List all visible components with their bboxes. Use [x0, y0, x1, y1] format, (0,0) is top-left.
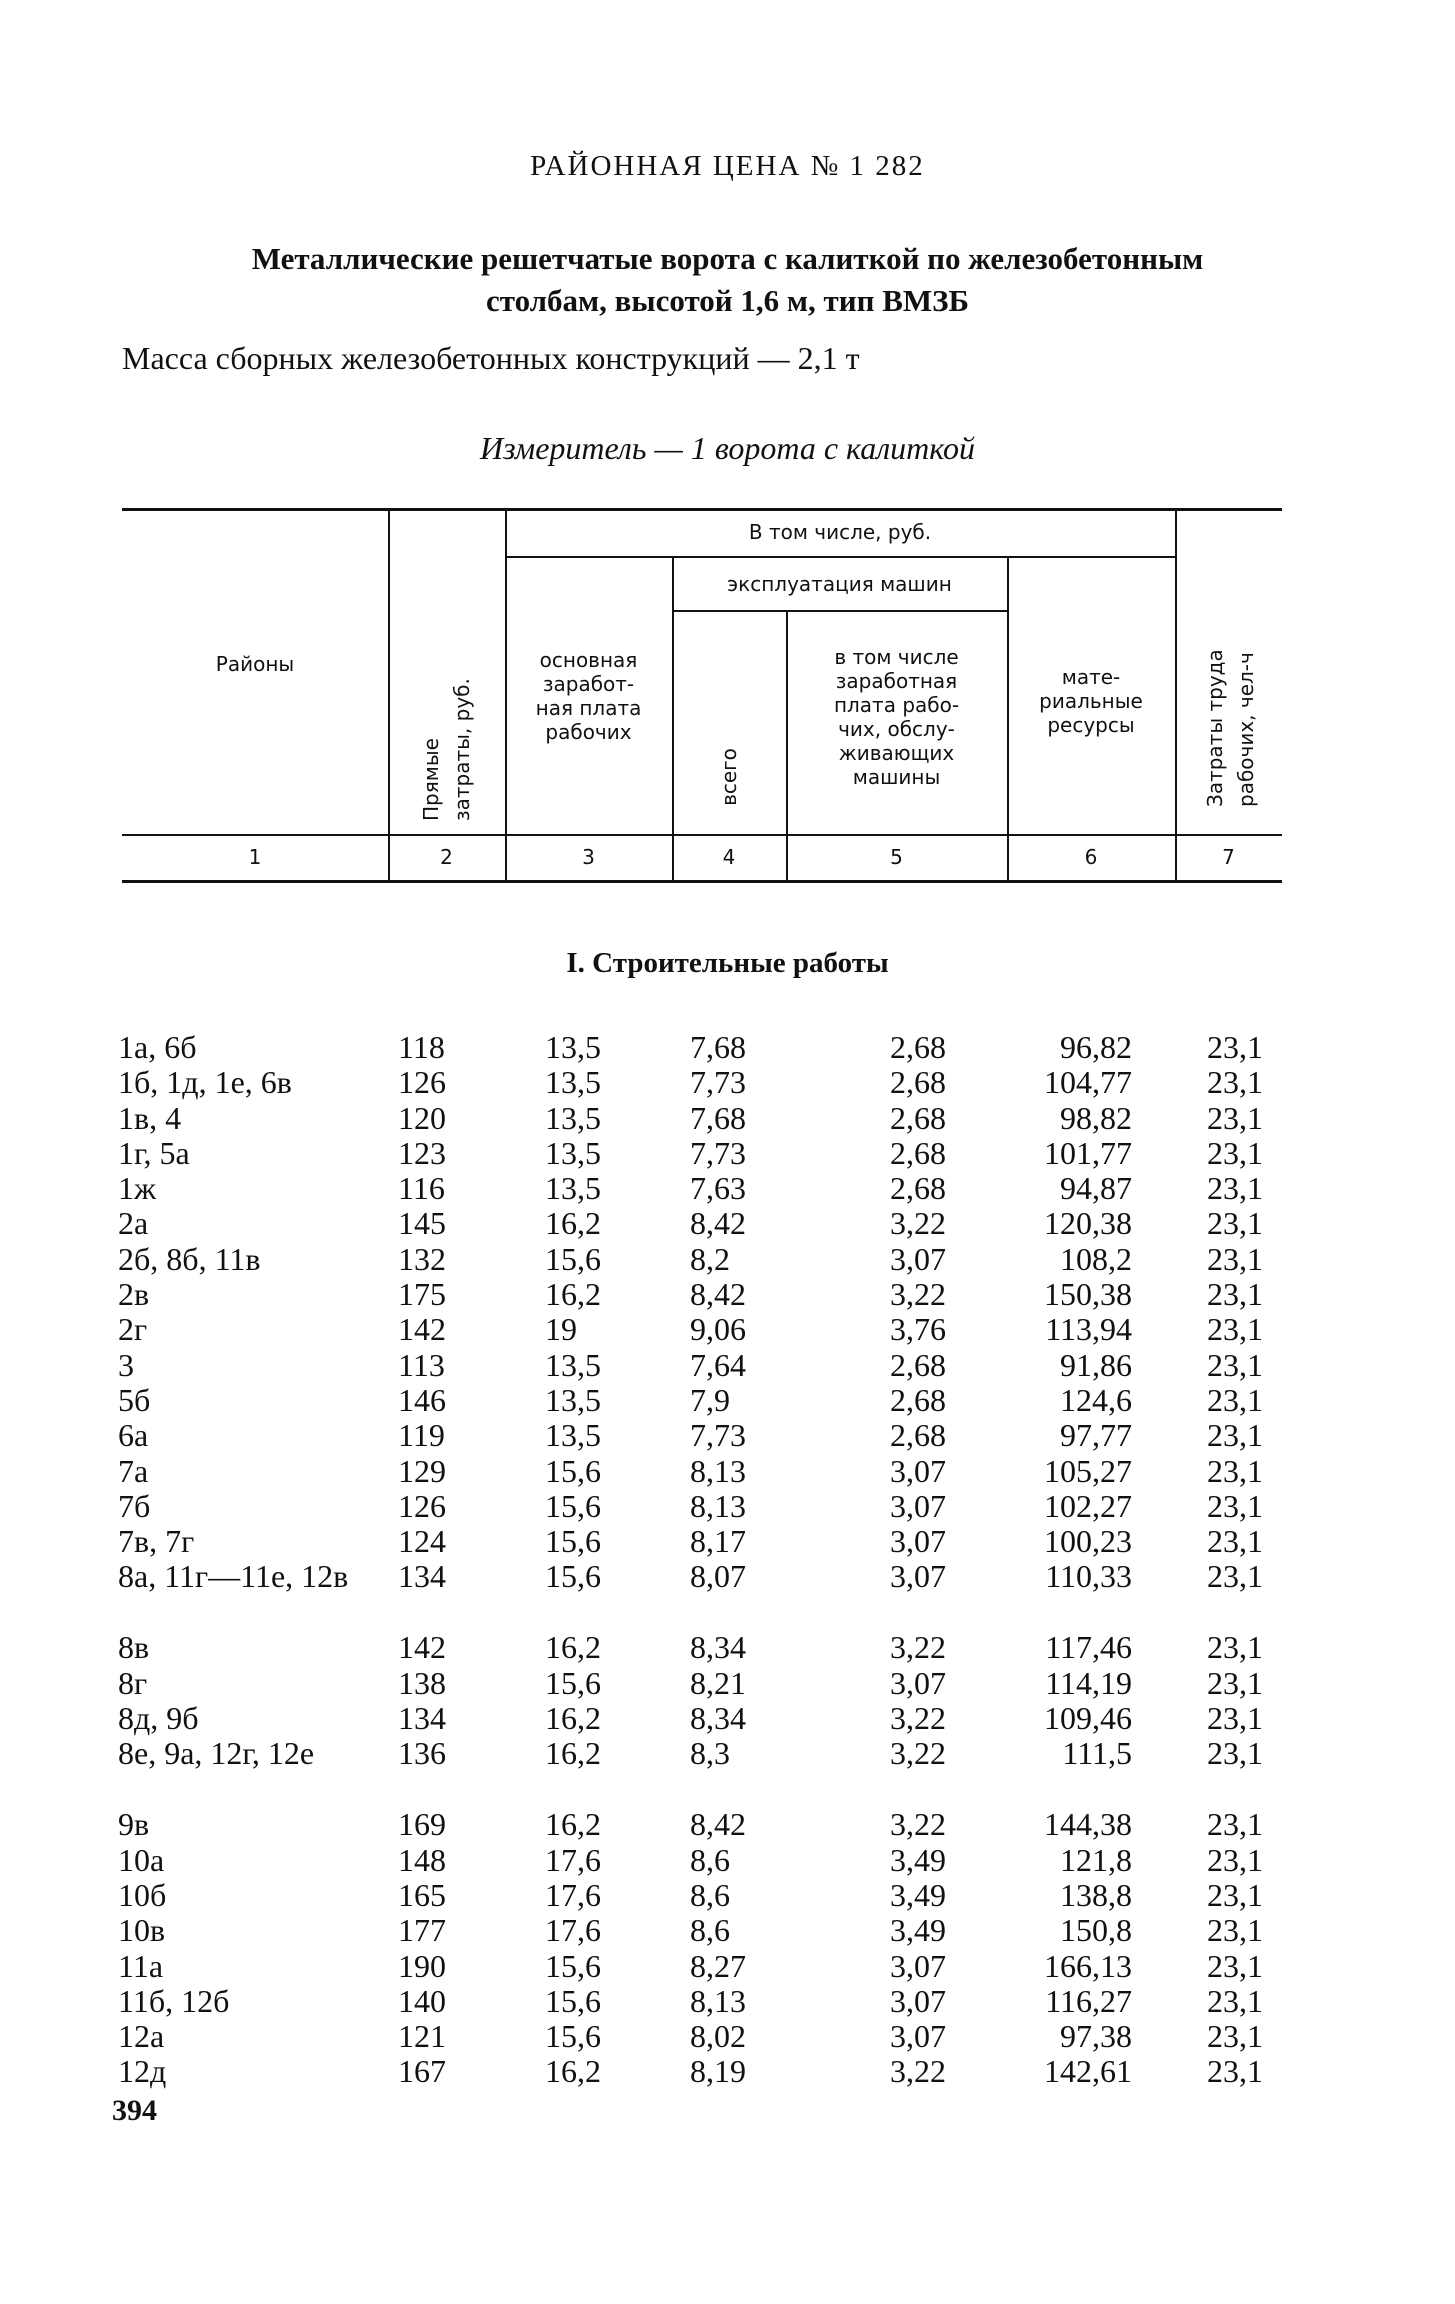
- base-wages-cell: 16,2: [545, 1735, 601, 1772]
- column-number-5: 5: [890, 845, 903, 869]
- region-cell: 6а: [118, 1417, 149, 1454]
- labor-cell: 23,1: [1207, 1346, 1263, 1383]
- labor-cell: 23,1: [1207, 1523, 1263, 1560]
- direct-costs-cell: 134: [398, 1558, 446, 1595]
- column-number-7: 7: [1222, 845, 1235, 869]
- machine-wages-cell: 3,22: [890, 1276, 946, 1313]
- machines-total-cell: 8,3: [690, 1735, 730, 1772]
- region-cell: 1а, 6б: [118, 1029, 197, 1065]
- base-wages-cell: 13,5: [545, 1346, 601, 1383]
- materials-cell: 138,8: [1060, 1876, 1132, 1913]
- direct-costs-cell: 145: [398, 1205, 446, 1242]
- header-machines-total: всего: [717, 748, 741, 806]
- table-row: [0, 1984, 1455, 2019]
- base-wages-cell: 19: [545, 1311, 577, 1348]
- machines-total-cell: 8,27: [690, 1947, 746, 1984]
- header-regions: Районы: [215, 652, 295, 676]
- machine-wages-cell: 3,22: [890, 1700, 946, 1737]
- machine-wages-cell: 3,07: [890, 2018, 946, 2055]
- region-cell: 1г, 5а: [118, 1134, 190, 1171]
- base-wages-cell: 16,2: [545, 1700, 601, 1737]
- direct-costs-cell: 148: [398, 1841, 446, 1878]
- table-row: [0, 1454, 1455, 1489]
- machine-wages-cell: 3,07: [890, 1452, 946, 1489]
- direct-costs-cell: 132: [398, 1240, 446, 1277]
- labor-cell: 23,1: [1207, 1276, 1263, 1313]
- base-wages-cell: 17,6: [545, 1841, 601, 1878]
- table-row: [0, 1736, 1455, 1807]
- machines-total-cell: 8,19: [690, 2053, 746, 2090]
- column-number-6: 6: [1084, 845, 1098, 869]
- base-wages-cell: 15,6: [545, 1947, 601, 1984]
- machines-total-cell: 8,34: [690, 1700, 746, 1737]
- labor-cell: 23,1: [1207, 1205, 1263, 1242]
- materials-cell: 150,8: [1060, 1912, 1132, 1949]
- materials-cell: 142,61: [1044, 2053, 1132, 2090]
- materials-cell: 110,33: [1045, 1558, 1132, 1595]
- labor-cell: 23,1: [1207, 1170, 1263, 1207]
- column-number-1: 1: [248, 845, 262, 869]
- direct-costs-cell: 124: [398, 1523, 446, 1560]
- machine-wages-cell: 2,68: [890, 1099, 946, 1136]
- region-cell: 10б: [118, 1876, 167, 1913]
- region-cell: 1ж: [118, 1170, 157, 1207]
- base-wages-cell: 16,2: [545, 1629, 601, 1666]
- base-wages-cell: 13,5: [545, 1170, 601, 1207]
- direct-costs-cell: 177: [398, 1912, 446, 1949]
- direct-costs-cell: 123: [398, 1134, 446, 1171]
- table-row: [0, 1348, 1455, 1383]
- machine-wages-cell: 3,22: [890, 1629, 946, 1666]
- labor-cell: 23,1: [1207, 1417, 1263, 1454]
- materials-cell: 100,23: [1044, 1523, 1132, 1560]
- base-wages-cell: 13,5: [545, 1099, 601, 1136]
- labor-cell: 23,1: [1207, 1311, 1263, 1348]
- machine-wages-cell: 3,22: [890, 1205, 946, 1242]
- machine-wages-cell: 3,07: [890, 1947, 946, 1984]
- labor-cell: 23,1: [1207, 1735, 1263, 1772]
- direct-costs-cell: 126: [398, 1487, 446, 1524]
- base-wages-cell: 16,2: [545, 1806, 601, 1843]
- direct-costs-cell: 136: [398, 1735, 446, 1772]
- title-line-2: столбам, высотой 1,6 м, тип ВМЗБ: [485, 283, 969, 318]
- materials-cell: 113,94: [1045, 1311, 1132, 1348]
- machine-wages-cell: 2,68: [890, 1381, 946, 1418]
- direct-costs-cell: 116: [398, 1170, 445, 1207]
- region-cell: 10в: [118, 1912, 166, 1949]
- machines-total-cell: 9,06: [690, 1311, 746, 1348]
- direct-costs-cell: 142: [398, 1629, 446, 1666]
- base-wages-cell: 16,2: [545, 1276, 601, 1313]
- direct-costs-cell: 140: [398, 1982, 446, 2019]
- region-cell: 2г: [118, 1311, 148, 1348]
- region-cell: 1б, 1д, 1е, 6в: [118, 1064, 292, 1101]
- labor-cell: 23,1: [1207, 1381, 1263, 1418]
- table-row: [0, 1418, 1455, 1453]
- title-line-1: Металлические решетчатые ворота с калиткой по железобетонным: [251, 241, 1204, 276]
- materials-cell: 166,13: [1044, 1947, 1132, 1984]
- labor-cell: 23,1: [1207, 1134, 1263, 1171]
- region-cell: 1в, 4: [118, 1099, 182, 1136]
- machines-total-cell: 8,17: [690, 1523, 746, 1560]
- region-cell: 12д: [118, 2053, 167, 2090]
- labor-cell: 23,1: [1207, 1700, 1263, 1737]
- table-row: [0, 1949, 1455, 1984]
- materials-cell: 150,38: [1044, 1276, 1132, 1313]
- labor-cell: 23,1: [1207, 1064, 1263, 1101]
- labor-cell: 23,1: [1207, 1629, 1263, 1666]
- table-row: [0, 1101, 1455, 1136]
- materials-cell: 98,82: [1060, 1099, 1132, 1136]
- machines-total-cell: 7,63: [690, 1170, 746, 1207]
- labor-cell: 23,1: [1207, 2018, 1263, 2055]
- base-wages-cell: 13,5: [545, 1134, 601, 1171]
- machines-total-cell: 8,6: [690, 1876, 730, 1913]
- region-cell: 8д, 9б: [118, 1700, 199, 1737]
- header-machine-wages: в том числе заработная плата рабо- чих, обслу- живающих машины: [833, 645, 960, 789]
- machine-wages-cell: 2,68: [890, 1134, 946, 1171]
- column-number-3: 3: [582, 845, 595, 869]
- machine-wages-cell: 3,07: [890, 1664, 946, 1701]
- machines-total-cell: 8,13: [690, 1487, 746, 1524]
- machines-total-cell: 8,6: [690, 1912, 730, 1949]
- base-wages-cell: 16,2: [545, 1205, 601, 1242]
- region-cell: 7а: [118, 1452, 149, 1489]
- table-row: [0, 1065, 1455, 1100]
- region-cell: 2б, 8б, 11в: [118, 1240, 261, 1277]
- region-cell: 7б: [118, 1487, 151, 1524]
- header-materials: мате- риальные ресурсы: [1039, 665, 1143, 737]
- labor-cell: 23,1: [1207, 1664, 1263, 1701]
- machines-total-cell: 8,42: [690, 1205, 746, 1242]
- region-cell: 11б, 12б: [118, 1982, 230, 2019]
- header-labor: Затраты труда рабочих, чел-ч: [1203, 649, 1258, 807]
- machine-wages-cell: 2,68: [890, 1417, 946, 1454]
- machine-wages-cell: 3,22: [890, 1735, 946, 1772]
- base-wages-cell: 15,6: [545, 1664, 601, 1701]
- materials-cell: 124,6: [1060, 1381, 1132, 1418]
- base-wages-cell: 15,6: [545, 2018, 601, 2055]
- labor-cell: 23,1: [1207, 1029, 1263, 1065]
- column-number-2: 2: [440, 845, 453, 869]
- table-row: [0, 1913, 1455, 1948]
- region-cell: 10а: [118, 1841, 165, 1878]
- header-direct-costs: Прямые затраты, руб.: [419, 678, 474, 821]
- machines-total-cell: 7,73: [690, 1417, 746, 1454]
- labor-cell: 23,1: [1207, 1099, 1263, 1136]
- machines-total-cell: 8,13: [690, 1982, 746, 2019]
- materials-cell: 121,8: [1060, 1841, 1132, 1878]
- header-base-wages: основная заработ- ная плата рабочих: [535, 648, 642, 744]
- base-wages-cell: 13,5: [545, 1417, 601, 1454]
- direct-costs-cell: 138: [398, 1664, 446, 1701]
- table-row: [0, 1030, 1455, 1065]
- table-row: [0, 1312, 1455, 1347]
- materials-cell: 120,38: [1044, 1205, 1132, 1242]
- materials-cell: 117,46: [1045, 1629, 1132, 1666]
- machines-total-cell: 8,07: [690, 1558, 746, 1595]
- machine-wages-cell: 3,07: [890, 1982, 946, 2019]
- direct-costs-cell: 146: [398, 1381, 446, 1418]
- base-wages-cell: 13,5: [545, 1029, 601, 1065]
- direct-costs-cell: 126: [398, 1064, 446, 1101]
- table-row: [0, 1206, 1455, 1241]
- direct-costs-cell: 142: [398, 1311, 446, 1348]
- direct-costs-cell: 190: [398, 1947, 446, 1984]
- labor-cell: 23,1: [1207, 1487, 1263, 1524]
- machines-total-cell: 8,13: [690, 1452, 746, 1489]
- direct-costs-cell: 165: [398, 1876, 446, 1913]
- machines-total-cell: 8,21: [690, 1664, 746, 1701]
- materials-cell: 97,38: [1060, 2018, 1132, 2055]
- materials-cell: 101,77: [1044, 1134, 1132, 1171]
- machine-wages-cell: 3,07: [890, 1558, 946, 1595]
- header-group-included: В том числе, руб.: [748, 520, 932, 544]
- materials-cell: 91,86: [1060, 1346, 1132, 1383]
- materials-cell: 111,5: [1062, 1735, 1132, 1772]
- section-title: I. Строительные работы: [566, 947, 889, 979]
- materials-cell: 144,38: [1044, 1806, 1132, 1843]
- machines-total-cell: 7,64: [690, 1346, 746, 1383]
- materials-cell: 108,2: [1060, 1240, 1132, 1277]
- machines-total-cell: 7,73: [690, 1134, 746, 1171]
- table-row: [0, 1383, 1455, 1418]
- materials-cell: 116,27: [1045, 1982, 1132, 2019]
- table-row: [0, 1878, 1455, 1913]
- base-wages-cell: 15,6: [545, 1982, 601, 2019]
- machines-total-cell: 8,2: [690, 1240, 730, 1277]
- machine-wages-cell: 3,07: [890, 1487, 946, 1524]
- direct-costs-cell: 120: [398, 1099, 446, 1136]
- page-number: 394: [112, 2094, 157, 2127]
- base-wages-cell: 17,6: [545, 1876, 601, 1913]
- machine-wages-cell: 2,68: [890, 1029, 946, 1065]
- machine-wages-cell: 3,49: [890, 1912, 946, 1949]
- direct-costs-cell: 119: [398, 1417, 445, 1454]
- machines-total-cell: 7,9: [690, 1381, 730, 1418]
- column-number-4: 4: [722, 845, 736, 869]
- table-body: [0, 1030, 1455, 2090]
- table-row: [0, 1524, 1455, 1559]
- labor-cell: 23,1: [1207, 1452, 1263, 1489]
- table-row: [0, 1807, 1455, 1842]
- region-cell: 2а: [118, 1205, 149, 1242]
- materials-cell: 114,19: [1045, 1664, 1132, 1701]
- machines-total-cell: 8,42: [690, 1806, 746, 1843]
- table-row: [0, 1489, 1455, 1524]
- direct-costs-cell: 121: [398, 2018, 446, 2055]
- base-wages-cell: 15,6: [545, 1452, 601, 1489]
- region-cell: 5б: [118, 1381, 151, 1418]
- materials-cell: 94,87: [1060, 1170, 1132, 1207]
- labor-cell: 23,1: [1207, 1558, 1263, 1595]
- region-cell: 8а, 11г—11е, 12в: [118, 1558, 349, 1595]
- labor-cell: 23,1: [1207, 1947, 1263, 1984]
- machines-total-cell: 8,34: [690, 1629, 746, 1666]
- running-head: РАЙОННАЯ ЦЕНА № 1 282: [530, 150, 925, 182]
- machine-wages-cell: 3,49: [890, 1876, 946, 1913]
- materials-cell: 109,46: [1044, 1700, 1132, 1737]
- machine-wages-cell: 3,22: [890, 1806, 946, 1843]
- direct-costs-cell: 118: [398, 1029, 445, 1065]
- machines-total-cell: 7,68: [690, 1029, 746, 1065]
- table-row: [0, 1559, 1455, 1630]
- materials-cell: 102,27: [1044, 1487, 1132, 1524]
- region-cell: 12а: [118, 2018, 165, 2055]
- direct-costs-cell: 113: [398, 1346, 445, 1383]
- base-wages-cell: 16,2: [545, 2053, 601, 2090]
- labor-cell: 23,1: [1207, 1982, 1263, 2019]
- direct-costs-cell: 129: [398, 1452, 446, 1489]
- measure-unit: Измеритель — 1 ворота с калиткой: [479, 430, 976, 466]
- labor-cell: 23,1: [1207, 2053, 1263, 2090]
- base-wages-cell: 15,6: [545, 1487, 601, 1524]
- region-cell: 8г: [118, 1664, 148, 1701]
- table-row: [0, 1843, 1455, 1878]
- table-header: [0, 0, 1455, 900]
- machines-total-cell: 8,42: [690, 1276, 746, 1313]
- direct-costs-cell: 134: [398, 1700, 446, 1737]
- labor-cell: 23,1: [1207, 1876, 1263, 1913]
- materials-cell: 96,82: [1060, 1029, 1132, 1065]
- region-cell: 7в, 7г: [118, 1523, 195, 1560]
- base-wages-cell: 17,6: [545, 1912, 601, 1949]
- base-wages-cell: 15,6: [545, 1523, 601, 1560]
- base-wages-cell: 13,5: [545, 1381, 601, 1418]
- table-row: [0, 2054, 1455, 2089]
- machines-total-cell: 7,68: [690, 1099, 746, 1136]
- region-cell: 9в: [118, 1806, 150, 1843]
- mass-note: Масса сборных железобетонных конструкций — 2,1 т: [122, 340, 860, 376]
- region-cell: 8е, 9а, 12г, 12е: [118, 1735, 315, 1772]
- materials-cell: 97,77: [1060, 1417, 1132, 1454]
- labor-cell: 23,1: [1207, 1806, 1263, 1843]
- machine-wages-cell: 2,68: [890, 1170, 946, 1207]
- table-row: [0, 1277, 1455, 1312]
- table-row: [0, 1701, 1455, 1736]
- base-wages-cell: 13,5: [545, 1064, 601, 1101]
- machine-wages-cell: 3,07: [890, 1523, 946, 1560]
- table-row: [0, 1630, 1455, 1665]
- direct-costs-cell: 167: [398, 2053, 446, 2090]
- machine-wages-cell: 3,07: [890, 1240, 946, 1277]
- machine-wages-cell: 2,68: [890, 1064, 946, 1101]
- machine-wages-cell: 3,49: [890, 1841, 946, 1878]
- base-wages-cell: 15,6: [545, 1240, 601, 1277]
- materials-cell: 104,77: [1044, 1064, 1132, 1101]
- header-group-machines: эксплуатация машин: [727, 572, 952, 596]
- direct-costs-cell: 169: [398, 1806, 446, 1843]
- labor-cell: 23,1: [1207, 1240, 1263, 1277]
- region-cell: 11а: [118, 1947, 164, 1984]
- direct-costs-cell: 175: [398, 1276, 446, 1313]
- table-row: [0, 1171, 1455, 1206]
- labor-cell: 23,1: [1207, 1841, 1263, 1878]
- table-row: [0, 1136, 1455, 1171]
- machines-total-cell: 8,02: [690, 2018, 746, 2055]
- table-row: [0, 1242, 1455, 1277]
- machine-wages-cell: 3,22: [890, 2053, 946, 2090]
- machine-wages-cell: 3,76: [890, 1311, 946, 1348]
- region-cell: 2в: [118, 1276, 150, 1313]
- labor-cell: 23,1: [1207, 1912, 1263, 1949]
- region-cell: 3: [118, 1346, 134, 1383]
- machines-total-cell: 8,6: [690, 1841, 730, 1878]
- table-row: [0, 2019, 1455, 2054]
- machine-wages-cell: 2,68: [890, 1346, 946, 1383]
- table-row: [0, 1666, 1455, 1701]
- machines-total-cell: 7,73: [690, 1064, 746, 1101]
- region-cell: 8в: [118, 1629, 150, 1666]
- materials-cell: 105,27: [1044, 1452, 1132, 1489]
- base-wages-cell: 15,6: [545, 1558, 601, 1595]
